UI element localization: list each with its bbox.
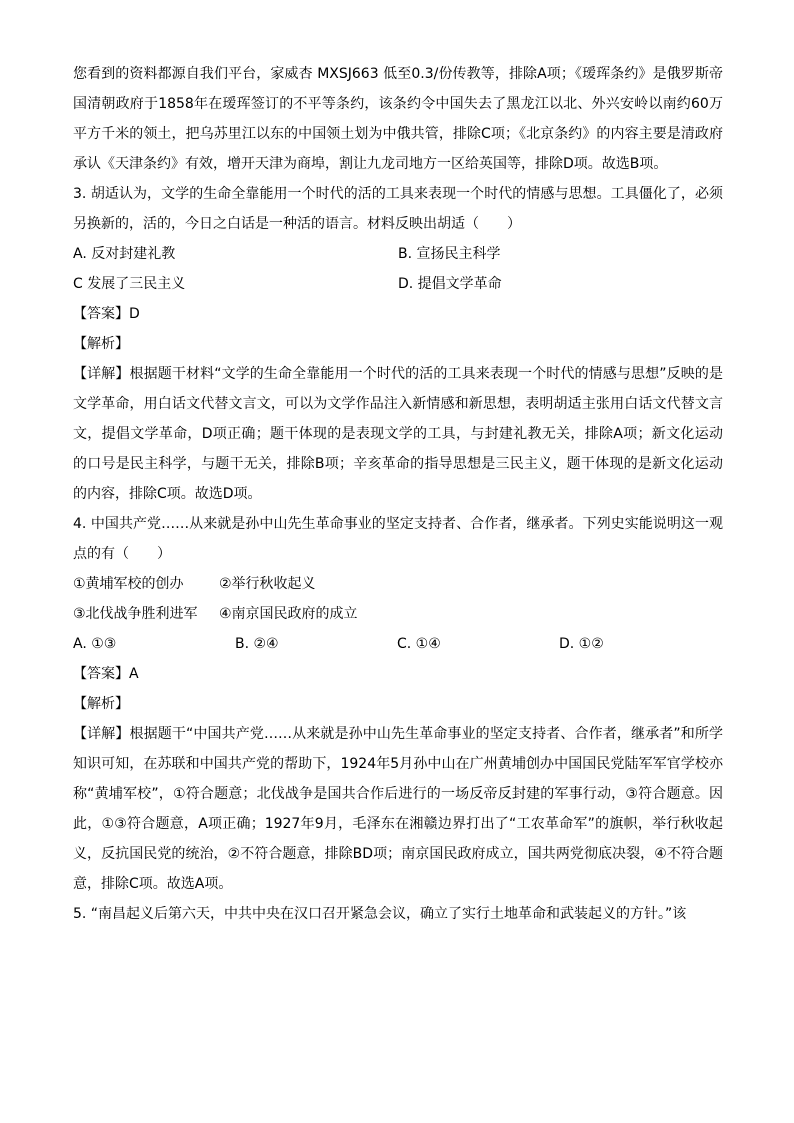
question-3-options-row-1	[73, 239, 723, 269]
question-4-item-2: ②举行秋收起义	[219, 576, 316, 592]
answer-label: 【答案】	[73, 666, 129, 682]
document-page	[73, 59, 723, 929]
question-4-option-a: A. ①③	[73, 636, 117, 652]
detail-label: 【详解】	[73, 726, 130, 742]
intro-paragraph: 您看到的资料都源自我们平台，家威杏 MXSJ663 低至0.3/份传教等，排除A项；《瑷珲条约》是俄罗斯帝国清朝政府于1858年在瑷珲签订的不平等条约，该条约令中国失去了黑龙江以北、外兴安岭以南约60万平方千米的领土，把乌苏里江以东的中国领土划为中俄共管，排除C项；《北京条约》的内容主要是清政府承认《天津条约》有效，增开天津为商埠，割让九龙司地方一区给英国等，排除D项。故选B项。	[73, 66, 723, 172]
question-3-option-b: B. 宣扬民主科学	[398, 246, 501, 262]
question-4-item-4: ④南京国民政府的成立	[219, 606, 358, 622]
question-4-analysis-label: 【解析】	[73, 696, 129, 712]
question-4-items-row-1	[73, 569, 723, 599]
question-4-stem: 4. 中国共产党……从来就是孙中山先生革命事业的坚定支持者、合作者，继承者。下列史实能说明这一观点的有（ ）	[73, 516, 723, 562]
question-3-option-c: C 发展了三民主义	[73, 276, 186, 292]
detail-label: 【详解】	[73, 366, 130, 382]
question-4-items-row-2	[73, 599, 723, 629]
question-3-analysis-label: 【解析】	[73, 336, 129, 352]
question-3-detail	[73, 359, 723, 509]
answer-value: A	[129, 666, 139, 682]
question-5-stem: 5. “南昌起义后第六天，中共中央在汉口召开紧急会议，确立了实行土地革命和武装起义的方针。”该	[73, 906, 687, 922]
question-3-option-a: A. 反对封建礼教	[73, 246, 176, 262]
detail-text: 根据题干“中国共产党……从来就是孙中山先生革命事业的坚定支持者、合作者，继承者”和所学知识可知，在苏联和中国共产党的帮助下，1924年5月孙中山在广州黄埔创办中国国民党陆军军官学校亦称“黄埔军校”，①符合题意；北伐战争是国共合作后进行的一场反帝反封建的军事行动，③符合题意。因此，①③符合题意，A项正确；1927年9月，毛泽东在湘赣边界打出了“工农革命军”的旗帜，举行秋收起义，反抗国民党的统治，②不符合题意，排除BD项；南京国民政府成立，国共两党彻底决裂，④不符合题意，排除C项。故选A项。	[73, 726, 724, 892]
detail-text: 根据题干材料“文学的生命全靠能用一个时代的活的工具来表现一个时代的情感与思想”反映的是文学革命，用白话文代替文言文，可以为文学作品注入新情感和新思想，表明胡适主张用白话文代替文言文，提倡文学革命，D项正确；题干体现的是表现文学的工具，与封建礼教无关，排除A项；新文化运动的口号是民主科学，与题干无关，排除B项；辛亥革命的指导思想是三民主义，题干体现的是新文化运动的内容，排除C项。故选D项。	[73, 366, 723, 502]
answer-label: 【答案】	[73, 306, 129, 322]
question-3-answer	[73, 299, 723, 329]
question-4-item-1: ①黄埔军校的创办	[73, 576, 184, 592]
question-3-option-d: D. 提倡文学革命	[398, 276, 502, 292]
question-4-item-3: ③北伐战争胜利进军	[73, 606, 198, 622]
question-4-options-row	[73, 629, 723, 659]
question-4-option-b: B. ②④	[235, 636, 279, 652]
question-4-option-d: D. ①②	[559, 636, 604, 652]
answer-value: D	[129, 306, 140, 322]
question-4-detail	[73, 719, 723, 899]
question-3-stem: 3. 胡适认为，文学的生命全靠能用一个时代的活的工具来表现一个时代的情感与思想。工具僵化了，必须另换新的，活的，今日之白话是一种活的语言。材料反映出胡适（ ）	[73, 186, 723, 232]
question-4-option-c: C. ①④	[397, 636, 441, 652]
question-4-answer	[73, 659, 723, 689]
question-3-options-row-2	[73, 269, 723, 299]
